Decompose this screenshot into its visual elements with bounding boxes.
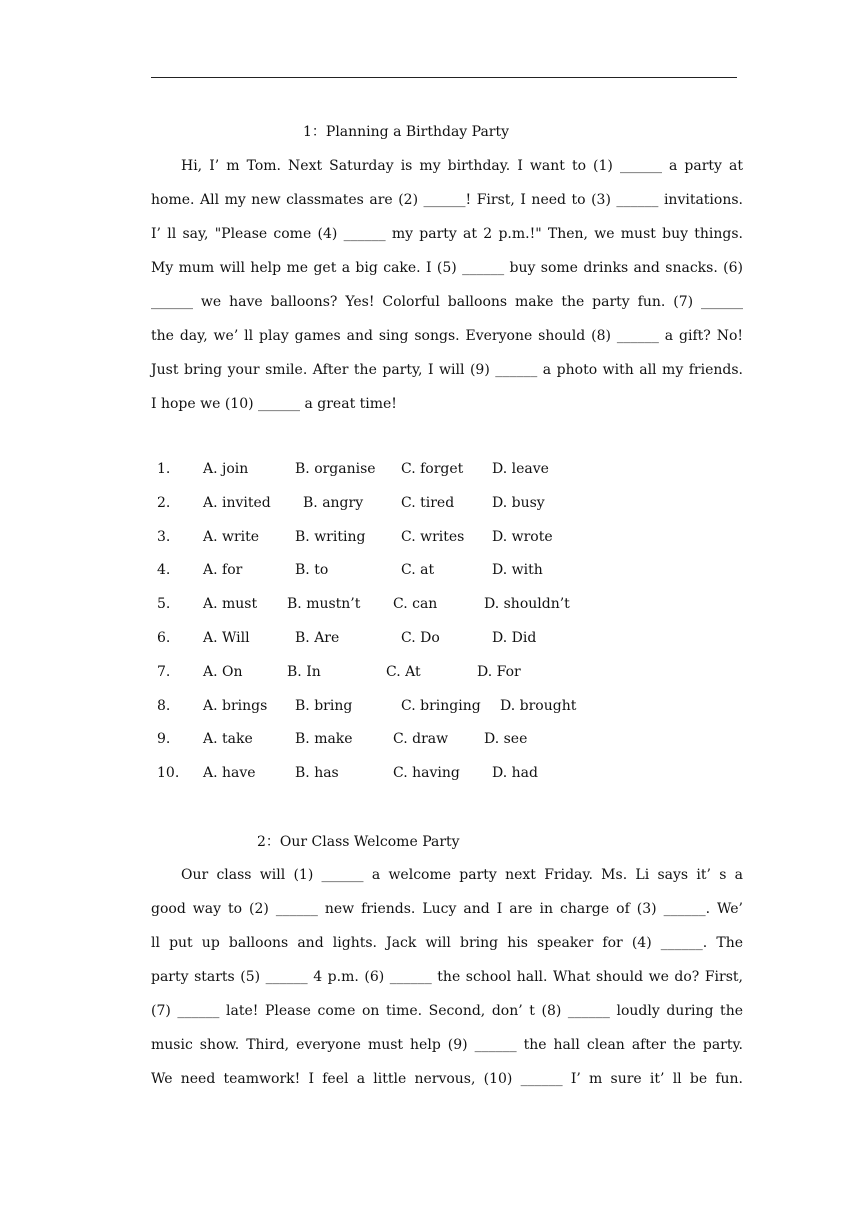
section1-title: 1：Planning a Birthday Party [303,124,510,140]
question-number: 3. [157,528,171,545]
option-d: D. Did [492,629,537,646]
option-c: C. bringing [401,697,481,714]
passage-line: good way to (2) ______ new friends. Lucy and I are in charge of (3) ______. We’ [151,901,743,917]
passage-line: Just bring your smile. After the party, I will (9) ______ a photo with all my friends. [151,362,743,378]
option-c: C. having [393,765,460,782]
option-d: D. brought [500,697,577,714]
question-number: 8. [157,697,171,714]
option-c: C. writes [401,528,465,545]
option-c: C. can [393,596,438,613]
option-a: A. write [203,528,260,545]
option-a: A. take [203,731,253,748]
question-number: 10. [157,765,180,782]
option-d: D. wrote [492,528,553,545]
section2-passage [151,858,743,1096]
question-number: 5. [157,596,171,613]
option-d: D. leave [492,461,549,477]
question-number: 7. [157,663,171,680]
passage-line: ll put up balloons and lights. Jack will bring his speaker for (4) ______. The [151,935,743,951]
header-rule [151,77,737,78]
option-b: B. In [287,663,321,680]
passage-line: Hi, I’ m Tom. Next Saturday is my birthday. I want to (1) ______ a party at [181,158,743,174]
question-number: 1. [157,461,171,477]
passage-line: I’ ll say, "Please come (4) ______ my party at 2 p.m.!" Then, we must buy things. [151,226,743,242]
passage-line: We need teamwork! I feel a little nervous, (10) ______ I’ m sure it’ ll be fun. [151,1071,743,1087]
option-c: C. draw [393,731,449,748]
passage-line: ______ we have balloons? Yes! Colorful balloons make the party fun. (7) ______ [151,294,743,310]
section1-passage [151,149,743,421]
option-a: A. for [203,562,243,579]
question-number: 9. [157,731,171,748]
passage-line: music show. Third, everyone must help (9) ______ the hall clean after the party. [151,1037,743,1053]
option-a: A. Will [203,629,250,646]
option-a: A. invited [203,494,271,511]
passage-line: home. All my new classmates are (2) ______! First, I need to (3) ______ invitations. [151,192,743,208]
option-c: C. at [401,562,435,579]
option-a: A. have [203,765,256,782]
option-c: C. At [386,663,421,680]
option-a: A. brings [203,697,268,714]
option-d: D. see [484,731,528,748]
option-d: D. For [477,663,521,680]
option-d: D. had [492,765,538,782]
question-number: 4. [157,562,171,579]
option-b: B. Are [295,629,340,646]
passage-line: party starts (5) ______ 4 p.m. (6) ______ the school hall. What should we do? First, [151,969,743,985]
option-b: B. mustn’t [287,596,361,613]
option-d: D. shouldn’t [484,596,570,613]
option-b: B. writing [295,528,366,545]
passage-line: the day, we’ ll play games and sing songs. Everyone should (8) ______ a gift? No! [151,328,743,344]
question-number: 6. [157,629,171,646]
option-a: A. join [203,461,249,477]
option-d: D. with [492,562,543,579]
option-d: D. busy [492,494,545,511]
option-a: A. must [203,596,258,613]
section2-title: 2：Our Class Welcome Party [257,834,460,850]
option-b: B. angry [303,494,364,511]
option-a: A. On [203,663,243,680]
option-b: B. make [295,731,353,748]
option-b: B. organise [295,461,376,477]
option-b: B. has [295,765,339,782]
option-c: C. forget [401,461,464,477]
passage-line: I hope we (10) ______ a great time! [151,396,397,412]
passage-line: My mum will help me get a big cake. I (5) ______ buy some drinks and snacks. (6) [151,260,743,276]
option-b: B. to [295,562,329,579]
passage-line: (7) ______ late! Please come on time. Second, don’ t (8) ______ loudly during the [151,1003,743,1019]
option-c: C. tired [401,494,455,511]
option-b: B. bring [295,697,353,714]
option-c: C. Do [401,629,440,646]
passage-line: Our class will (1) ______ a welcome party next Friday. Ms. Li says it’ s a [181,867,743,883]
question-number: 2. [157,494,171,511]
